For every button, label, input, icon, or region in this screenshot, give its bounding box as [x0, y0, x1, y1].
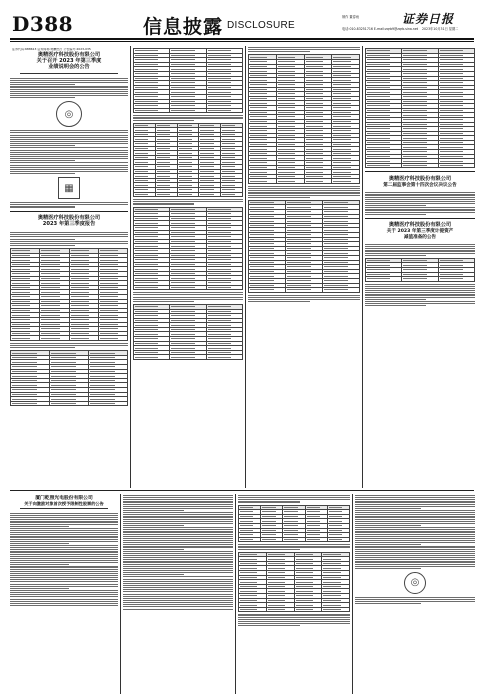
notice-body — [355, 495, 475, 569]
notice-body — [365, 192, 475, 215]
column-5 — [10, 494, 118, 694]
notice-body — [10, 232, 128, 246]
newspaper-logo: 证券日报 — [402, 12, 455, 26]
column-4 — [365, 46, 475, 488]
column-8 — [355, 494, 475, 694]
company-name: 奥精医疗科技股份有限公司 — [37, 215, 101, 222]
column-6 — [123, 494, 233, 694]
notice-body — [248, 47, 360, 52]
issue-date: 2023年10月31日 星期二 — [422, 27, 459, 31]
financial-table — [133, 304, 243, 360]
masthead-rule-thin — [10, 41, 474, 42]
notice-header — [10, 46, 128, 77]
notice-body — [238, 614, 350, 626]
security-code-line: 证券代码:688613 证券简称:奥精医疗 公告编号:2023-035 — [12, 48, 91, 51]
notice-title-line2: 减值准备的公告 — [403, 234, 437, 240]
section-title-en: DISCLOSURE — [227, 20, 296, 31]
financial-table — [133, 207, 243, 291]
notice-body — [133, 292, 243, 302]
notice-body — [365, 244, 475, 256]
notice-body — [10, 343, 128, 348]
masthead-rule — [10, 38, 474, 40]
column-3 — [248, 46, 360, 488]
notice-title: 第二届监事会第十四次会议决议公告 — [383, 183, 457, 188]
notice-body — [248, 295, 360, 303]
notice-body — [355, 597, 475, 605]
company-name: 奥精医疗科技股份有限公司 — [388, 222, 452, 229]
qr-code-icon: ▦ — [58, 177, 80, 199]
contact-info: 电话:010-83251716 E-mail:zqrb9@zqrb.sina.net — [342, 27, 419, 31]
notice-header — [365, 221, 475, 243]
notice-header — [365, 175, 475, 191]
company-name: 奥精医疗科技股份有限公司 — [37, 52, 101, 59]
notice-body — [238, 544, 350, 549]
financial-table — [365, 48, 475, 168]
financial-table — [133, 123, 243, 198]
notice-title: 关于召开 2023 年第三季度 — [36, 58, 102, 65]
notice-title: 关于向激励对象首次授予限制性股票的公告 — [24, 500, 104, 506]
column-2 — [133, 46, 243, 488]
company-name: 奥精医疗科技股份有限公司 — [388, 176, 452, 183]
financial-table — [248, 200, 360, 293]
impairment-table — [365, 258, 475, 282]
notice-body — [10, 78, 128, 98]
financial-table — [248, 54, 360, 184]
notice-header — [10, 214, 128, 231]
notice-header — [10, 494, 118, 512]
company-name: 厦门乾照光电股份有限公司 — [35, 496, 93, 501]
notice-body — [123, 495, 233, 610]
notice-title-line2: 业绩说明会的公告 — [48, 64, 90, 71]
grant-table — [238, 505, 350, 543]
notice-body — [248, 186, 360, 198]
section-divider — [10, 490, 474, 491]
masthead — [10, 8, 474, 38]
financial-table — [10, 350, 128, 406]
page-number: D388 — [12, 12, 74, 36]
notice-title: 2023 年第三季度报告 — [42, 221, 96, 228]
section-title: 信息披露 — [143, 16, 224, 38]
notice-body — [10, 513, 118, 606]
company-seal: ◎ — [56, 101, 82, 127]
notice-body — [10, 202, 128, 207]
editor-credit: 制作 董春雨 — [342, 15, 359, 19]
financial-table — [10, 248, 128, 341]
grant-table — [238, 552, 350, 613]
notice-body — [238, 495, 350, 503]
notice-body — [10, 130, 128, 174]
company-seal: ◎ — [404, 572, 426, 594]
notice-body — [133, 115, 243, 120]
financial-table — [133, 48, 243, 113]
notice-body — [133, 199, 243, 204]
column-1 — [10, 46, 128, 488]
column-7 — [238, 494, 350, 694]
notice-title: 关于 2023 年第三季度计提资产 — [386, 229, 454, 235]
notice-body — [365, 284, 475, 307]
